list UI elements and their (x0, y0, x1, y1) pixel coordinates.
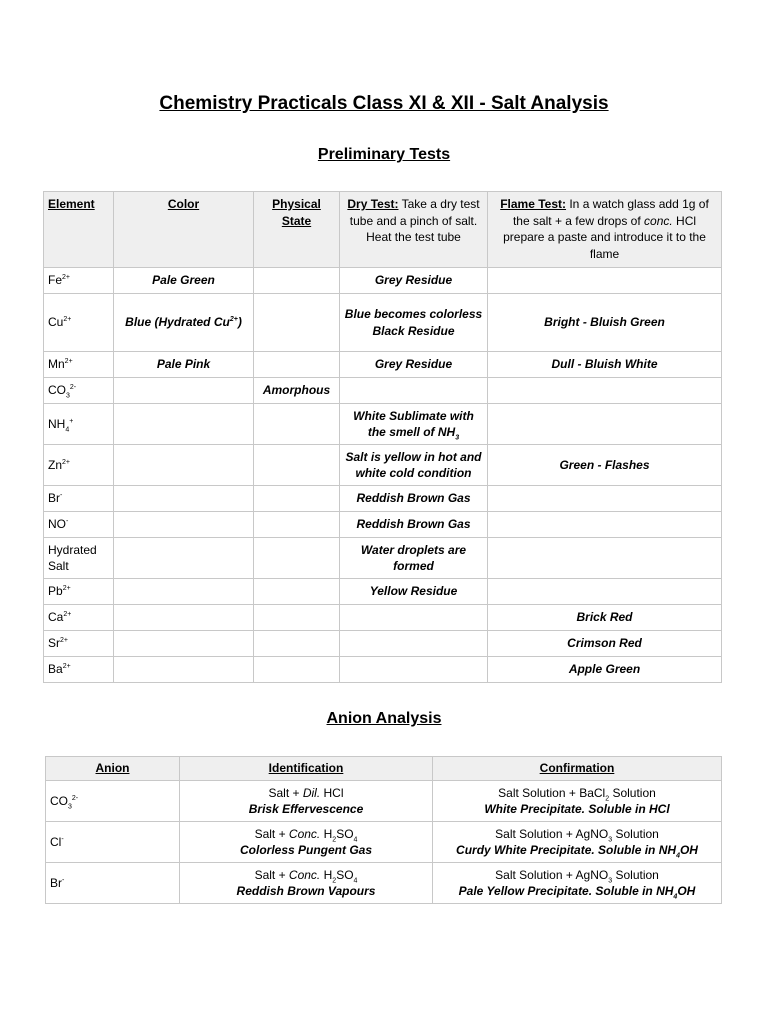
element-cell: $Pb^{2+}$ (44, 579, 114, 605)
state-cell (254, 538, 340, 579)
confirmation-cell: Salt Solution + AgNO$_3$ Solution Pale Yellow Precipitate. Soluble in $NH_4OH$ (433, 863, 722, 904)
flame-test-cell: Brick Red (488, 605, 722, 631)
dry-test-cell: Water droplets are formed (340, 538, 488, 579)
table-row (44, 538, 722, 579)
color-cell: Pale Green (114, 268, 254, 294)
flame-test-cell (488, 538, 722, 579)
preliminary-tests-table (43, 191, 722, 683)
table-row (44, 657, 722, 683)
color-cell (114, 378, 254, 404)
table-row (46, 822, 722, 863)
table-row (46, 781, 722, 822)
table-row (44, 631, 722, 657)
element-cell: $Ca^{2+}$ (44, 605, 114, 631)
color-cell (114, 657, 254, 683)
element-cell: $CO_3^{2-}$ (44, 378, 114, 404)
element-cell: Hydrated Salt (44, 538, 114, 579)
dry-test-cell: Grey Residue (340, 352, 488, 378)
element-cell: $Zn^{2+}$ (44, 445, 114, 486)
color-cell (114, 605, 254, 631)
color-cell (114, 404, 254, 445)
header-physical-state: Physical State (254, 192, 340, 268)
table-row (44, 404, 722, 445)
table-row (44, 486, 722, 512)
identification-cell: Salt + Dil. HCl Brisk Effervescence (180, 781, 433, 822)
element-cell: $Ba^{2+}$ (44, 657, 114, 683)
table-row (44, 294, 722, 352)
header-identification: Identification (180, 757, 433, 781)
dry-test-cell: Reddish Brown Gas (340, 512, 488, 538)
color-cell (114, 538, 254, 579)
color-cell (114, 631, 254, 657)
anion-cell: Cl- (46, 822, 180, 863)
state-cell (254, 445, 340, 486)
table-row (44, 268, 722, 294)
confirmation-cell: Salt Solution + AgNO$_3$ Solution Curdy White Precipitate. Soluble in $NH_4OH$ (433, 822, 722, 863)
color-cell (114, 486, 254, 512)
preliminary-tests-title: Preliminary Tests (317, 146, 451, 163)
color-cell: Pale Pink (114, 352, 254, 378)
table-row (44, 605, 722, 631)
flame-test-cell (488, 486, 722, 512)
header-color: Color (114, 192, 254, 268)
dry-test-cell: Blue becomes colorless Black Residue (340, 294, 488, 352)
state-cell (254, 352, 340, 378)
header-confirmation: Confirmation (433, 757, 722, 781)
element-cell: $Mn^{2+}$ (44, 352, 114, 378)
flame-test-cell (488, 268, 722, 294)
anion-analysis-table (45, 756, 722, 904)
flame-test-cell (488, 404, 722, 445)
anion-cell: Br- (46, 863, 180, 904)
state-cell (254, 486, 340, 512)
element-cell: $NH_4^+$ (44, 404, 114, 445)
state-cell: Amorphous (254, 378, 340, 404)
element-cell: Br- (44, 486, 114, 512)
header-dry-test: Dry Test: Take a dry test tube and a pinch of salt. Heat the test tube (340, 192, 488, 268)
anion-analysis-title: Anion Analysis (326, 710, 442, 727)
state-cell (254, 657, 340, 683)
table-row (44, 512, 722, 538)
color-cell (114, 579, 254, 605)
anion-cell: $CO_3^{2-}$ (46, 781, 180, 822)
table-row (44, 352, 722, 378)
element-cell: $Sr^{2+}$ (44, 631, 114, 657)
dry-test-cell: Salt is yellow in hot and white cold condition (340, 445, 488, 486)
table-row (44, 579, 722, 605)
header-element: Element (44, 192, 114, 268)
dry-test-cell (340, 657, 488, 683)
state-cell (254, 605, 340, 631)
color-cell (114, 445, 254, 486)
identification-cell: Salt + Conc. $H_2SO_4$ Reddish Brown Vapours (180, 863, 433, 904)
header-flame-test: Flame Test: In a watch glass add 1g of the salt + a few drops of conc. HCl prepare a paste and introduce it to the flame (488, 192, 722, 268)
dry-test-cell (340, 378, 488, 404)
state-cell (254, 512, 340, 538)
confirmation-cell: Salt Solution + BaCl$_2$ Solution White Precipitate. Soluble in HCl (433, 781, 722, 822)
table-row (44, 378, 722, 404)
color-cell (114, 512, 254, 538)
dry-test-cell (340, 631, 488, 657)
dry-test-cell: Reddish Brown Gas (340, 486, 488, 512)
state-cell (254, 579, 340, 605)
dry-test-cell: Grey Residue (340, 268, 488, 294)
state-cell (254, 631, 340, 657)
state-cell (254, 404, 340, 445)
color-cell: Blue (Hydrated $Cu^{2+}$) (114, 294, 254, 352)
state-cell (254, 294, 340, 352)
flame-test-cell: Bright - Bluish Green (488, 294, 722, 352)
table-row (46, 863, 722, 904)
dry-test-cell: Yellow Residue (340, 579, 488, 605)
element-cell: $Cu^{2+}$ (44, 294, 114, 352)
flame-test-cell (488, 378, 722, 404)
flame-test-cell: Apple Green (488, 657, 722, 683)
flame-test-cell (488, 579, 722, 605)
element-cell: $Fe^{2+}$ (44, 268, 114, 294)
flame-test-cell: Dull - Bluish White (488, 352, 722, 378)
table-row (44, 445, 722, 486)
element-cell: NO- (44, 512, 114, 538)
flame-test-cell (488, 512, 722, 538)
table-header-row (46, 757, 722, 781)
table-header-row (44, 192, 722, 268)
identification-cell: Salt + Conc. $H_2SO_4$ Colorless Pungent Gas (180, 822, 433, 863)
flame-test-cell: Crimson Red (488, 631, 722, 657)
dry-test-cell: White Sublimate with the smell of $NH_3$ (340, 404, 488, 445)
flame-test-cell: Green - Flashes (488, 445, 722, 486)
dry-test-cell (340, 605, 488, 631)
state-cell (254, 268, 340, 294)
header-anion: Anion (46, 757, 180, 781)
document-title: Chemistry Practicals Class XI & XII - Salt Analysis (159, 93, 609, 114)
